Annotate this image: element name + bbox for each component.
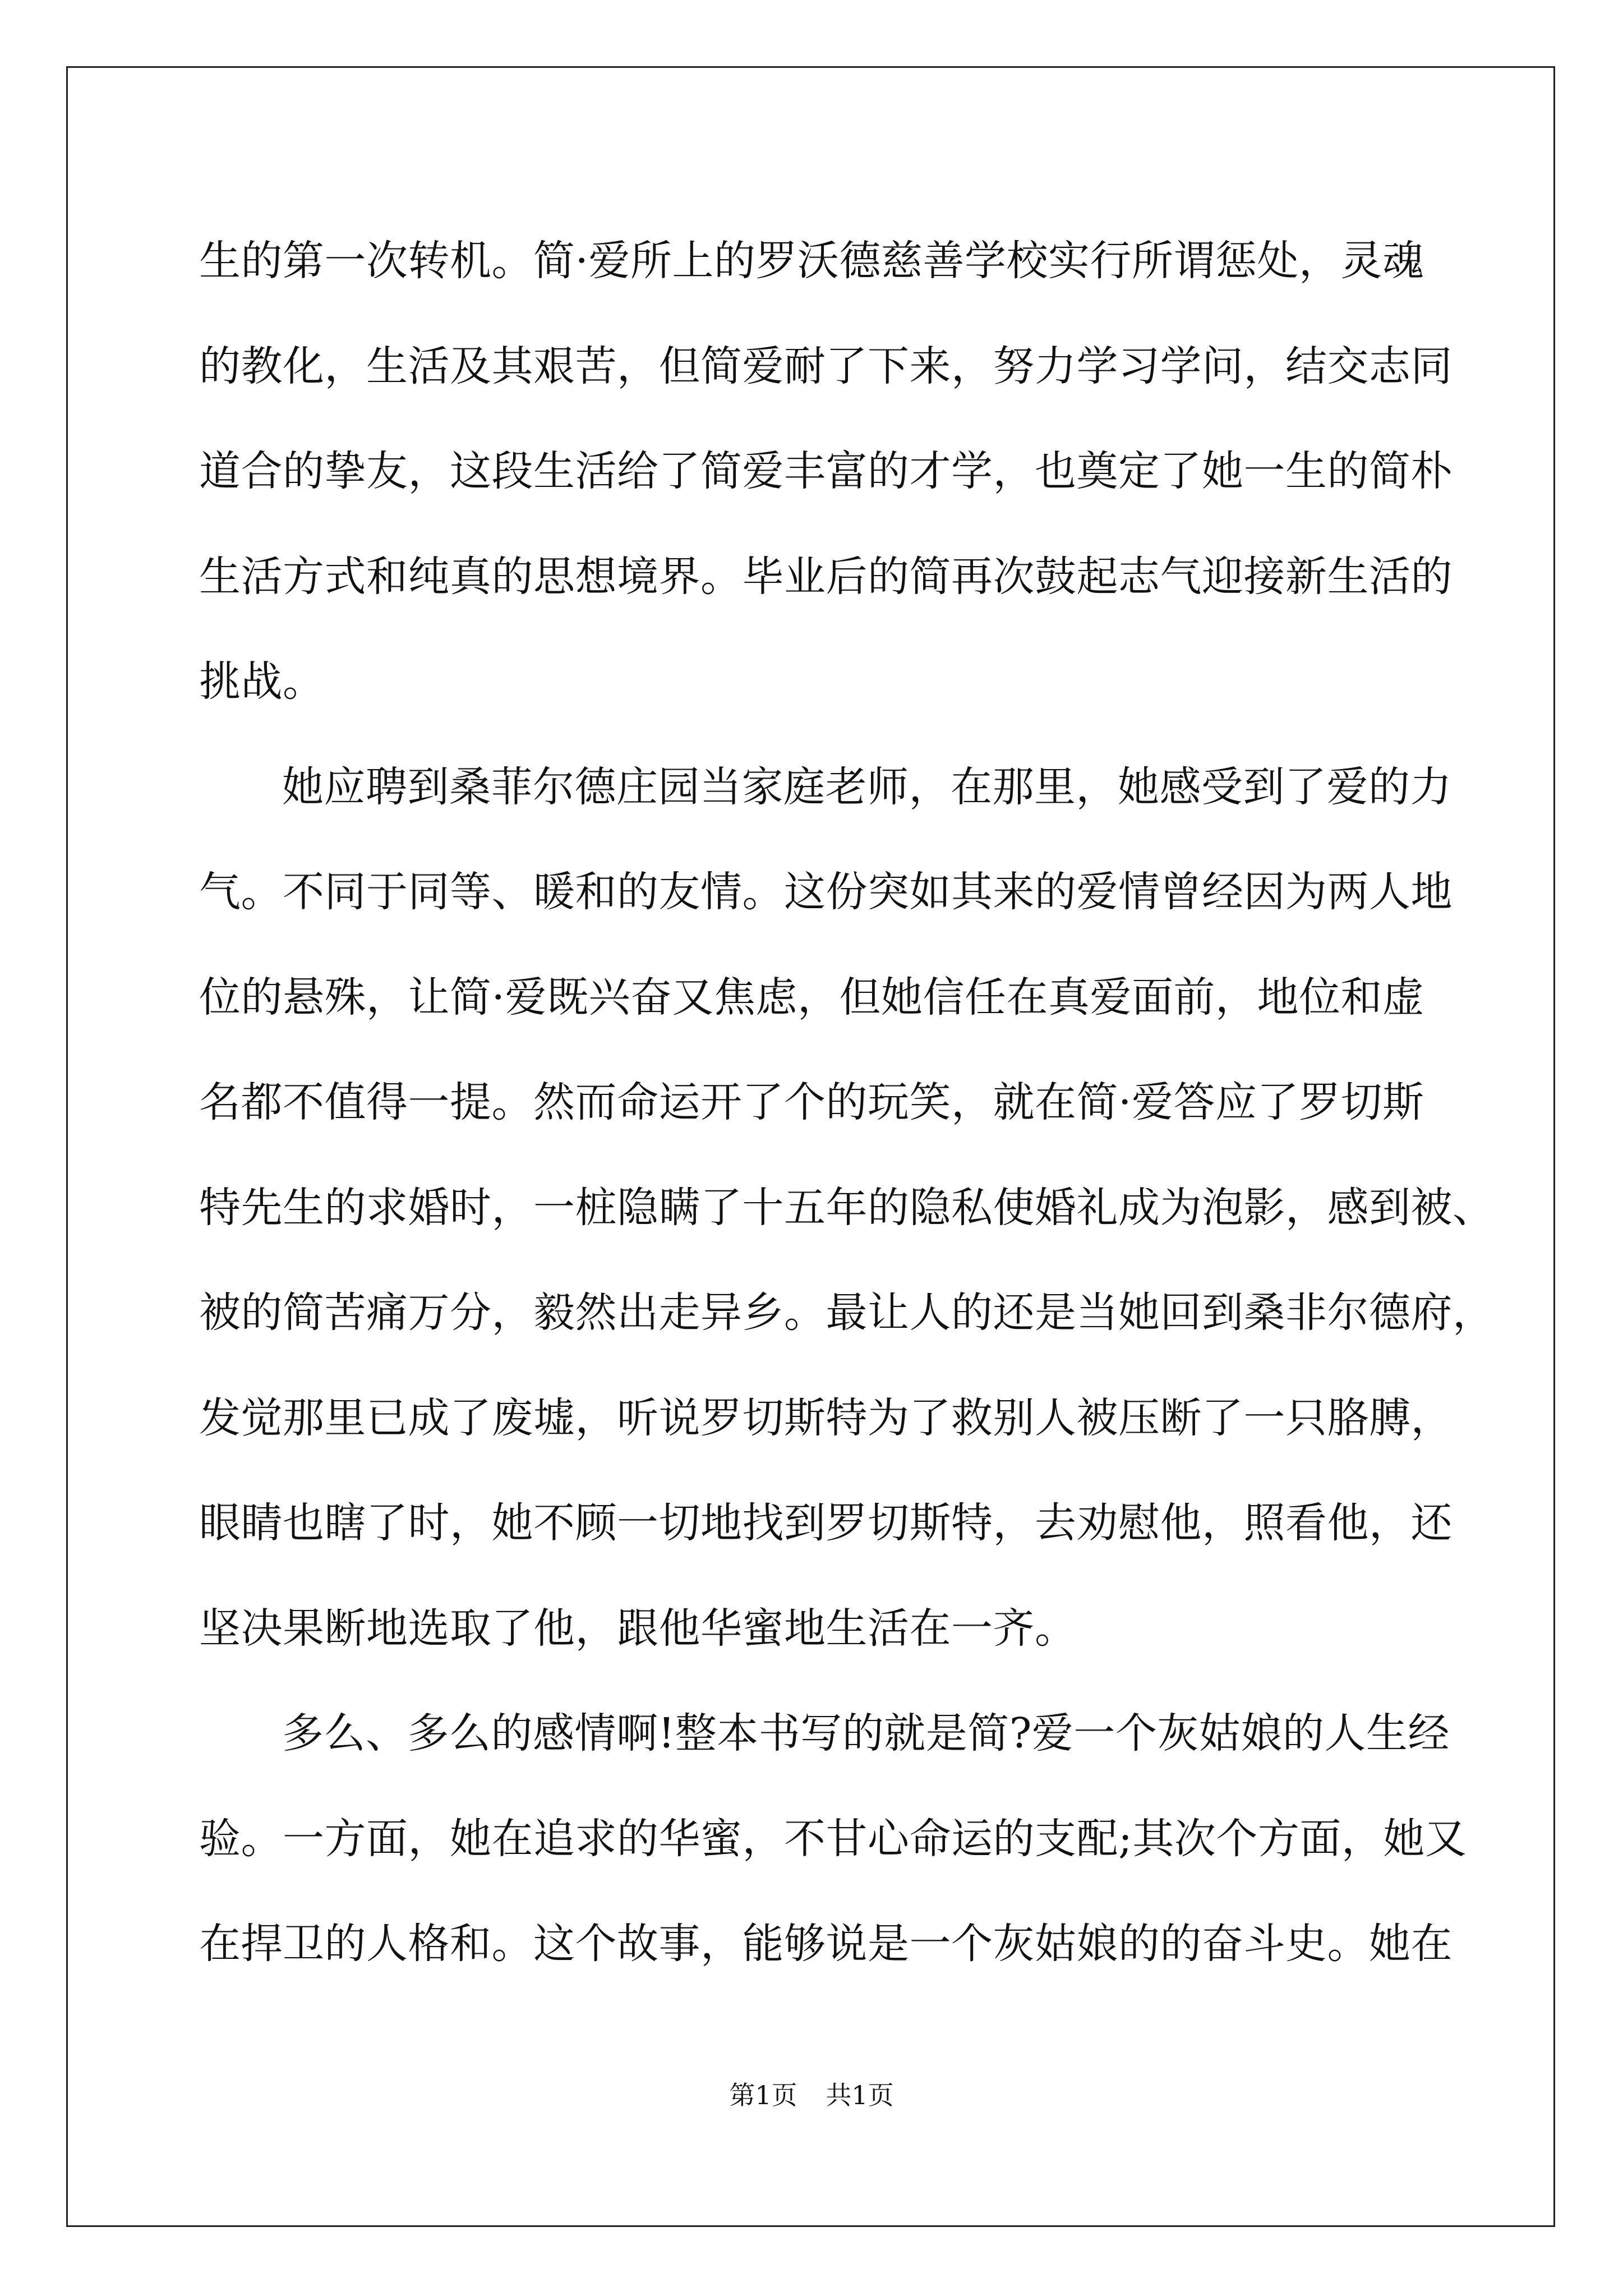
- text-line: 发觉那里已成了废墟，听说罗切斯特为了救别人被压断了一只胳膊，: [199, 1393, 1453, 1442]
- text-line: 在捍卫的人格和。这个故事，能够说是一个灰姑娘的的奋斗史。她在: [199, 1920, 1453, 1968]
- text-line: 眼睛也瞎了时，她不顾一切地找到罗切斯特，去劝慰他，照看他，还: [199, 1499, 1453, 1547]
- text-line: 生的第一次转机。简·爱所上的罗沃德慈善学校实行所谓惩处，灵魂: [199, 237, 1424, 285]
- text-line: 生活方式和纯真的思想境界。毕业后的简再次鼓起志气迎接新生活的: [199, 552, 1453, 601]
- document-body: [199, 209, 1495, 1997]
- text-line: 被的简苦痛万分，毅然出走异乡。最让人的还是当她回到桑非尔德府，: [199, 1289, 1495, 1337]
- page-number: 第1页: [729, 2080, 797, 2110]
- text-line: 验。一方面，她在追求的华蜜，不甘心命运的支配;其次个方面，她又: [199, 1814, 1467, 1863]
- page-footer: [0, 2078, 1623, 2112]
- text-line: 气。不同于同等、暖和的友情。这份突如其来的爱情曾经因为两人地: [199, 868, 1453, 916]
- text-line: 道合的挚友，这段生活给了简爱丰富的才学，也奠定了她一生的简朴: [199, 447, 1453, 495]
- page-total: 共1页: [826, 2080, 894, 2110]
- text-line: 挑战。: [199, 657, 325, 706]
- paragraph-first-line: 她应聘到桑菲尔德庄园当家庭老师，在那里，她感受到了爱的力: [282, 762, 1452, 811]
- text-line: 名都不值得一提。然而命运开了个的玩笑，就在简·爱答应了罗切斯: [199, 1078, 1424, 1126]
- paragraph-first-line: 多么、多么的感情啊!整本书写的就是简?爱一个灰姑娘的人生经: [282, 1709, 1450, 1757]
- text-line: 特先生的求婚时，一桩隐瞒了十五年的隐私使婚礼成为泡影，感到被、: [199, 1183, 1495, 1232]
- text-line: 位的悬殊，让简·爱既兴奋又焦虑，但她信任在真爱面前，地位和虚: [199, 973, 1424, 1022]
- text-line: 坚决果断地选取了他，跟他华蜜地生活在一齐。: [199, 1604, 1077, 1653]
- text-line: 的教化，生活及其艰苦，但简爱耐了下来，努力学习学问，结交志同: [199, 342, 1453, 390]
